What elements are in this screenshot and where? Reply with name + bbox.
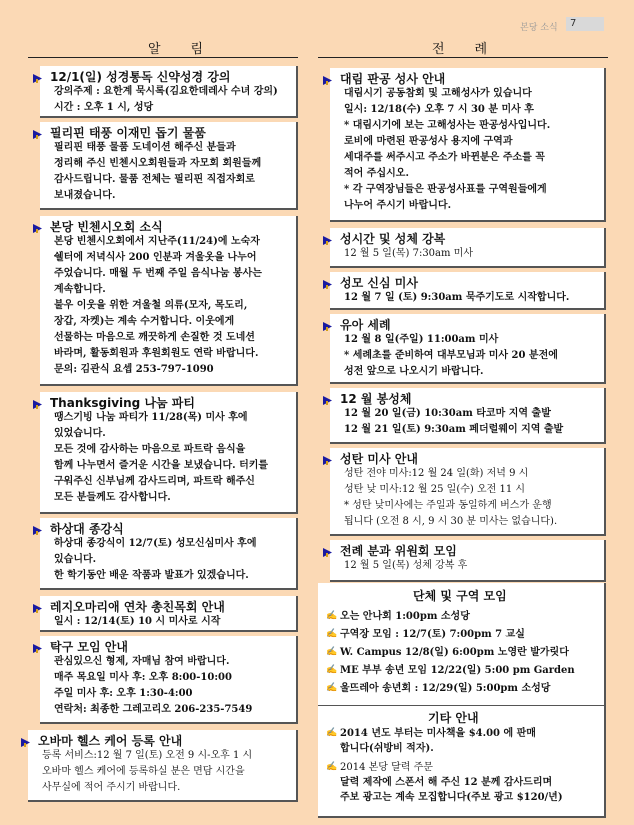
- notice-item-title: 12/1(일) 성경통독 신약성경 강의: [50, 70, 231, 84]
- notice-item-title: 필리핀 태풍 이재민 돕기 물품: [50, 126, 206, 140]
- notice-item-line: 주었습니다. 매월 두 번째 주일 음식나눔 봉사는: [54, 268, 262, 279]
- notice-item-line: 일시 : 12/14(토) 10 시 미사로 시작: [54, 616, 221, 627]
- group-meetings-title: 단체 및 구역 모임: [413, 589, 507, 603]
- bullet-arrow-icon: [32, 69, 43, 80]
- liturgy-item-line: * 세례초를 준비하여 대부모님과 미사 20 분전에: [344, 350, 558, 361]
- pen-icon: ✍: [326, 728, 338, 738]
- notice-item-line: 문의: 김관식 요셉 253-797-1090: [54, 364, 214, 375]
- liturgy-item-title: 성시간 및 성체 강복: [340, 232, 446, 246]
- liturgy-item-title: 성탄 미사 안내: [340, 452, 418, 466]
- bullet-arrow-icon: [20, 733, 31, 744]
- other-notice-line: 달력 제작에 스폰서 해 주신 12 분께 감사드리며: [340, 777, 553, 788]
- notice-item-line: 모든 분들께도 감사합니다.: [54, 492, 171, 503]
- bullet-arrow-icon: [32, 521, 43, 532]
- notice-item-line: 강의주제 : 요한계 묵시록(김요한데레사 수녀 강의): [54, 86, 278, 97]
- liturgy-item-line: 세대주를 써주시고 주소가 바뀐분은 주소를 꼭: [344, 152, 545, 163]
- notice-item-line: 모든 것에 감사하는 마음으로 파트락 음식을: [54, 444, 246, 455]
- liturgy-item-title: 유아 세례: [340, 318, 391, 332]
- page-number: 7: [566, 17, 604, 31]
- notice-item-line: 정리해 주신 빈첸시오회원들과 자모회 회원들께: [54, 158, 262, 169]
- notice-item-line: 쉘터에 저녁식사 200 인분과 겨울옷을 나누어: [54, 252, 257, 263]
- liturgy-item-line: 12 월 5 일(목) 7:30am 미사: [344, 248, 473, 259]
- liturgy-item-line: 성탄 전야 미사:12 월 24 일(화) 저녁 9 시: [344, 468, 529, 479]
- right-title-rule: [318, 57, 608, 58]
- notice-item-line: 시간 : 오후 1 시, 성당: [54, 102, 154, 113]
- notice-item-line: 본당 빈첸시오회에서 지난주(11/24)에 노숙자: [54, 236, 260, 247]
- liturgy-item-line: 일시: 12/18(수) 오후 7 시 30 분 미사 후: [344, 104, 534, 115]
- liturgy-item-line: * 성탄 낮미사에는 주일과 동일하게 버스가 운행: [344, 500, 552, 511]
- notice-item-line: 주일 미사 후: 오후 1:30-4:00: [54, 688, 193, 699]
- pen-icon: ✍: [326, 665, 338, 675]
- pen-icon: ✍: [326, 629, 338, 639]
- group-meeting-line: ME 부부 송년 모임 12/22(일) 5:00 pm Garden: [340, 665, 575, 676]
- group-meeting-line: 구역장 모임 : 12/7(토) 7:00pm 7 교실: [340, 629, 525, 640]
- group-meeting-line: 울뜨레아 송년회 : 12/29(일) 5:00pm 소성당: [340, 683, 551, 694]
- other-notices-title: 기타 안내: [428, 711, 479, 725]
- notice-item-line: 보내졌습니다.: [54, 190, 116, 201]
- notice-item-line: 땡스기빙 나눔 파티가 11/28(목) 미사 후에: [54, 412, 248, 423]
- notice-item-line: 있습니다.: [54, 554, 97, 565]
- notice-item-line: 매주 목요일 미사 후: 오후 8:00-10:00: [54, 672, 232, 683]
- notice-item-line: 선물하는 마음으로 깨끗하게 손질한 것 도네션: [54, 332, 255, 343]
- right-column-title: 전례: [432, 42, 518, 57]
- notice-item-line: 필리핀 태풍 물품 도네이션 해주신 분들과: [54, 142, 236, 153]
- notice-item-line: 감사드립니다. 물품 전체는 필리핀 직접자회로: [54, 174, 255, 185]
- bullet-arrow-icon: [322, 71, 333, 82]
- notice-item-line: 함께 나누면서 즐거운 시간을 보냈습니다. 터키를: [54, 460, 269, 471]
- pen-icon: ✍: [326, 647, 338, 657]
- notice-item-line: 계속합니다.: [54, 284, 106, 295]
- liturgy-item-line: 성전 앞으로 나오시기 바랍니다.: [344, 366, 484, 377]
- bullet-arrow-icon: [32, 125, 43, 136]
- liturgy-item-line: 성탄 낮 미사:12 월 25 일(수) 오전 11 시: [344, 484, 526, 495]
- bullet-arrow-icon: [322, 543, 333, 554]
- notice-item-line: 바라며, 활동회원과 후원회원도 연락 바랍니다.: [54, 348, 259, 359]
- liturgy-item-line: 로비에 마련된 판공성사 용지에 구역과: [344, 136, 513, 147]
- liturgy-item-title: 성모 신심 미사: [340, 276, 418, 290]
- bullet-arrow-icon: [32, 599, 43, 610]
- other-notice-line: 주보 광고는 계속 모집합니다(주보 광고 $120/년): [340, 792, 563, 803]
- other-notice-line: 2014 년도 부터는 미사책을 $4.00 에 판매: [340, 728, 536, 739]
- pen-icon: ✍: [326, 762, 338, 772]
- liturgy-item-title: 전례 분과 위원회 모임: [340, 544, 457, 558]
- bullet-arrow-icon: [32, 219, 43, 230]
- liturgy-item-line: 적어 주십시오.: [344, 168, 409, 179]
- bullet-arrow-icon: [322, 451, 333, 462]
- group-meeting-line: 오는 안나회 1:00pm 소성당: [340, 611, 470, 622]
- other-notices-box: [318, 706, 606, 818]
- pen-icon: ✍: [326, 683, 338, 693]
- group-meeting-line: W. Campus 12/8(일) 6:00pm 노영란 발가릿다: [340, 647, 569, 658]
- notice-item-line: 오바마 헬스 케어에 등록하실 분은 면담 시간을: [42, 766, 245, 777]
- notice-item-title: 탁구 모임 안내: [50, 640, 128, 654]
- notice-item-title: 하상대 종강식: [50, 522, 124, 536]
- liturgy-item-line: 12 월 5 일(목) 성체 강복 후: [344, 560, 468, 571]
- notice-item-line: 구워주신 신부님께 감사드리며, 파트락 해주신: [54, 476, 255, 487]
- notice-item-line: 연락처: 최종한 그레고리오 206-235-7549: [54, 704, 253, 715]
- bullet-arrow-icon: [322, 231, 333, 242]
- notice-item-line: 사무실에 적어 주시기 바랍니다.: [42, 782, 181, 793]
- liturgy-item-line: 됩니다 (오전 8 시, 9 시 30 분 미사는 없습니다).: [344, 516, 558, 527]
- notice-item-title: Thanksgiving 나눔 파티: [50, 396, 195, 410]
- notice-item-title: 본당 빈첸시오회 소식: [50, 220, 163, 234]
- notice-item-title: 오바마 헬스 케어 등록 안내: [38, 734, 183, 748]
- liturgy-item-line: 12 월 8 일(주일) 11:00am 미사: [344, 334, 499, 345]
- notice-item-line: 한 학기동안 배운 작품과 발표가 있겠습니다.: [54, 570, 249, 581]
- other-notice-line: 2014 본당 달력 주문: [340, 762, 433, 773]
- bullet-arrow-icon: [322, 275, 333, 286]
- left-column-title: 알림: [148, 42, 234, 57]
- notice-item-line: 장갑, 자켓)는 계속 수거합니다. 이웃에게: [54, 316, 235, 327]
- notice-item-line: 하상대 종강식이 12/7(토) 성모신심미사 후에: [54, 538, 257, 549]
- liturgy-item-line: 대림시기 공동참회 및 고해성사가 있습니다: [344, 88, 532, 99]
- group-meetings-box: [318, 583, 606, 707]
- notice-item-line: 있었습니다.: [54, 428, 106, 439]
- liturgy-item-title: 대림 판공 성사 안내: [340, 72, 446, 86]
- bullet-arrow-icon: [322, 317, 333, 328]
- notice-item-line: 등록 서비스:12 월 7 일(토) 오전 9 시-오후 1 시: [42, 750, 253, 761]
- bullet-arrow-icon: [322, 391, 333, 402]
- bullet-arrow-icon: [32, 395, 43, 406]
- liturgy-item-line: 12 월 20 일(금) 10:30am 타코마 지역 출발: [344, 408, 551, 419]
- liturgy-item-title: 12 월 봉성체: [340, 392, 412, 406]
- liturgy-item-line: * 각 구역장님들은 판공성사표를 구역원들에게: [344, 184, 547, 195]
- liturgy-item-line: 12 월 7 일 (토) 9:30am 묵주기도로 시작합니다.: [344, 292, 570, 303]
- pen-icon: ✍: [326, 611, 338, 621]
- header-label: 본당 소식: [520, 23, 558, 33]
- bullet-arrow-icon: [32, 639, 43, 650]
- liturgy-item-line: 12 월 21 일(토) 9:30am 페더럴웨이 지역 출발: [344, 424, 564, 435]
- notice-item-line: 불우 이웃을 위한 겨울철 의류(모자, 목도리,: [54, 300, 248, 311]
- notice-item-title: 레지오마리애 연차 총친목회 안내: [50, 600, 225, 614]
- notice-item-line: 관심있으신 형제, 자매님 참여 바랍니다.: [54, 656, 230, 667]
- liturgy-item-line: 나누어 주시기 바랍니다.: [344, 200, 452, 211]
- other-notice-line: 합니다(쉬방비 적자).: [340, 743, 434, 754]
- liturgy-item-line: * 대림시기에 보는 고해성사는 판공성사입니다.: [344, 120, 551, 131]
- left-title-rule: [28, 57, 298, 58]
